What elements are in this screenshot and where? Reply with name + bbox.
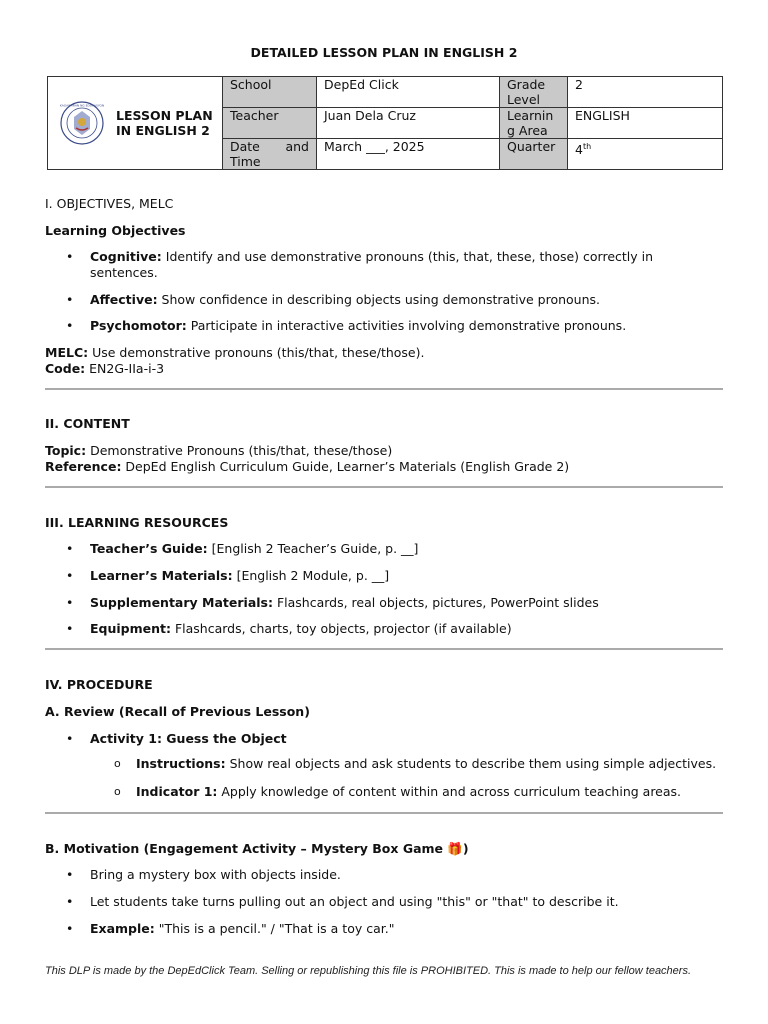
objectives-heading: I. OBJECTIVES, MELC — [45, 196, 174, 211]
lesson-plan-title-line2: IN ENGLISH 2 — [116, 123, 210, 138]
motivation-list-3 — [45, 921, 725, 937]
teacher-value: Juan Dela Cruz — [317, 108, 500, 139]
school-label: School — [223, 77, 317, 108]
date-time-label: Date and Time — [223, 139, 317, 170]
list-item: • Cognitive: Identify and use demonstrative pronouns (this, that, these, those) correctly in sentences. — [45, 249, 702, 281]
footer-note: This DLP is made by the DepEdClick Team. Selling or republishing this file is PROHIBITED. This is made to help our fellow teachers. — [45, 965, 692, 977]
motivation-list — [45, 867, 725, 883]
topic-line: Topic: Demonstrative Pronouns (this/that, these/those) — [45, 443, 393, 458]
deped-seal-icon — [60, 101, 104, 145]
learning-area-label: Learnin g Area — [500, 108, 568, 139]
quarter-value: 4th — [568, 139, 723, 170]
objectives-list-3 — [45, 318, 725, 334]
section-divider — [45, 812, 723, 814]
learning-area-value: ENGLISH — [568, 108, 723, 139]
code-line: Code: EN2G-IIa-i-3 — [45, 361, 165, 376]
svg-text:KAGAWARAN NG EDUKASYON: KAGAWARAN NG EDUKASYON — [60, 103, 104, 108]
learning-objectives-subheading: Learning Objectives — [45, 223, 186, 238]
list-item: • Activity 1: Guess the Object — [45, 731, 725, 747]
grade-level-label: Grade Level — [500, 77, 568, 108]
review-heading: A. Review (Recall of Previous Lesson) — [45, 704, 310, 719]
school-value: DepEd Click — [317, 77, 500, 108]
list-item: • Supplementary Materials: Flashcards, real objects, pictures, PowerPoint slides — [45, 595, 725, 611]
quarter-label: Quarter — [500, 139, 568, 170]
header-table — [47, 76, 723, 170]
list-item: • Let students take turns pulling out an object and using "this" or "that" to describe it. — [45, 894, 725, 910]
lesson-plan-title-line1: LESSON PLAN — [116, 108, 213, 123]
document-title: DETAILED LESSON PLAN IN ENGLISH 2 — [250, 45, 518, 60]
date-time-value: March ___, 2025 — [317, 139, 500, 170]
list-item: • Psychomotor: Participate in interactive activities involving demonstrative pronouns. — [45, 318, 725, 334]
review-activity-list — [45, 731, 725, 747]
resources-list-4 — [45, 621, 725, 637]
section-divider — [45, 648, 723, 650]
list-item: • Affective: Show confidence in describing objects using demonstrative pronouns. — [45, 292, 725, 308]
header-logo-cell — [48, 77, 223, 170]
section-divider — [45, 486, 723, 488]
resources-list-2 — [45, 568, 725, 584]
list-item: • Learner’s Materials: [English 2 Module, p. __] — [45, 568, 725, 584]
section-divider — [45, 388, 723, 390]
list-item: o Indicator 1: Apply knowledge of content within and across curriculum teaching areas. — [45, 784, 725, 800]
motivation-list-2 — [45, 894, 725, 910]
activity-sublist-2 — [45, 784, 725, 800]
melc-line: MELC: Use demonstrative pronouns (this/that, these/those). — [45, 345, 425, 360]
content-heading: II. CONTENT — [45, 416, 130, 431]
list-item: o Instructions: Show real objects and ask students to describe them using simple adjectives. — [45, 756, 725, 772]
objectives-list-2 — [45, 292, 725, 308]
motivation-heading: B. Motivation (Engagement Activity – Mystery Box Game 🎁) — [45, 841, 469, 856]
resources-heading: III. LEARNING RESOURCES — [45, 515, 229, 530]
list-item: • Example: "This is a pencil." / "That is a toy car." — [45, 921, 725, 937]
grade-level-value: 2 — [568, 77, 723, 108]
resources-list — [45, 541, 725, 557]
resources-list-3 — [45, 595, 725, 611]
list-item: • Equipment: Flashcards, charts, toy objects, projector (if available) — [45, 621, 725, 637]
objectives-list — [45, 249, 725, 281]
list-item: • Bring a mystery box with objects inside. — [45, 867, 725, 883]
procedure-heading: IV. PROCEDURE — [45, 677, 153, 692]
activity-sublist — [45, 756, 725, 772]
list-item: • Teacher’s Guide: [English 2 Teacher’s Guide, p. __] — [45, 541, 725, 557]
teacher-label: Teacher — [223, 108, 317, 139]
reference-line: Reference: DepEd English Curriculum Guide, Learner’s Materials (English Grade 2) — [45, 459, 570, 474]
